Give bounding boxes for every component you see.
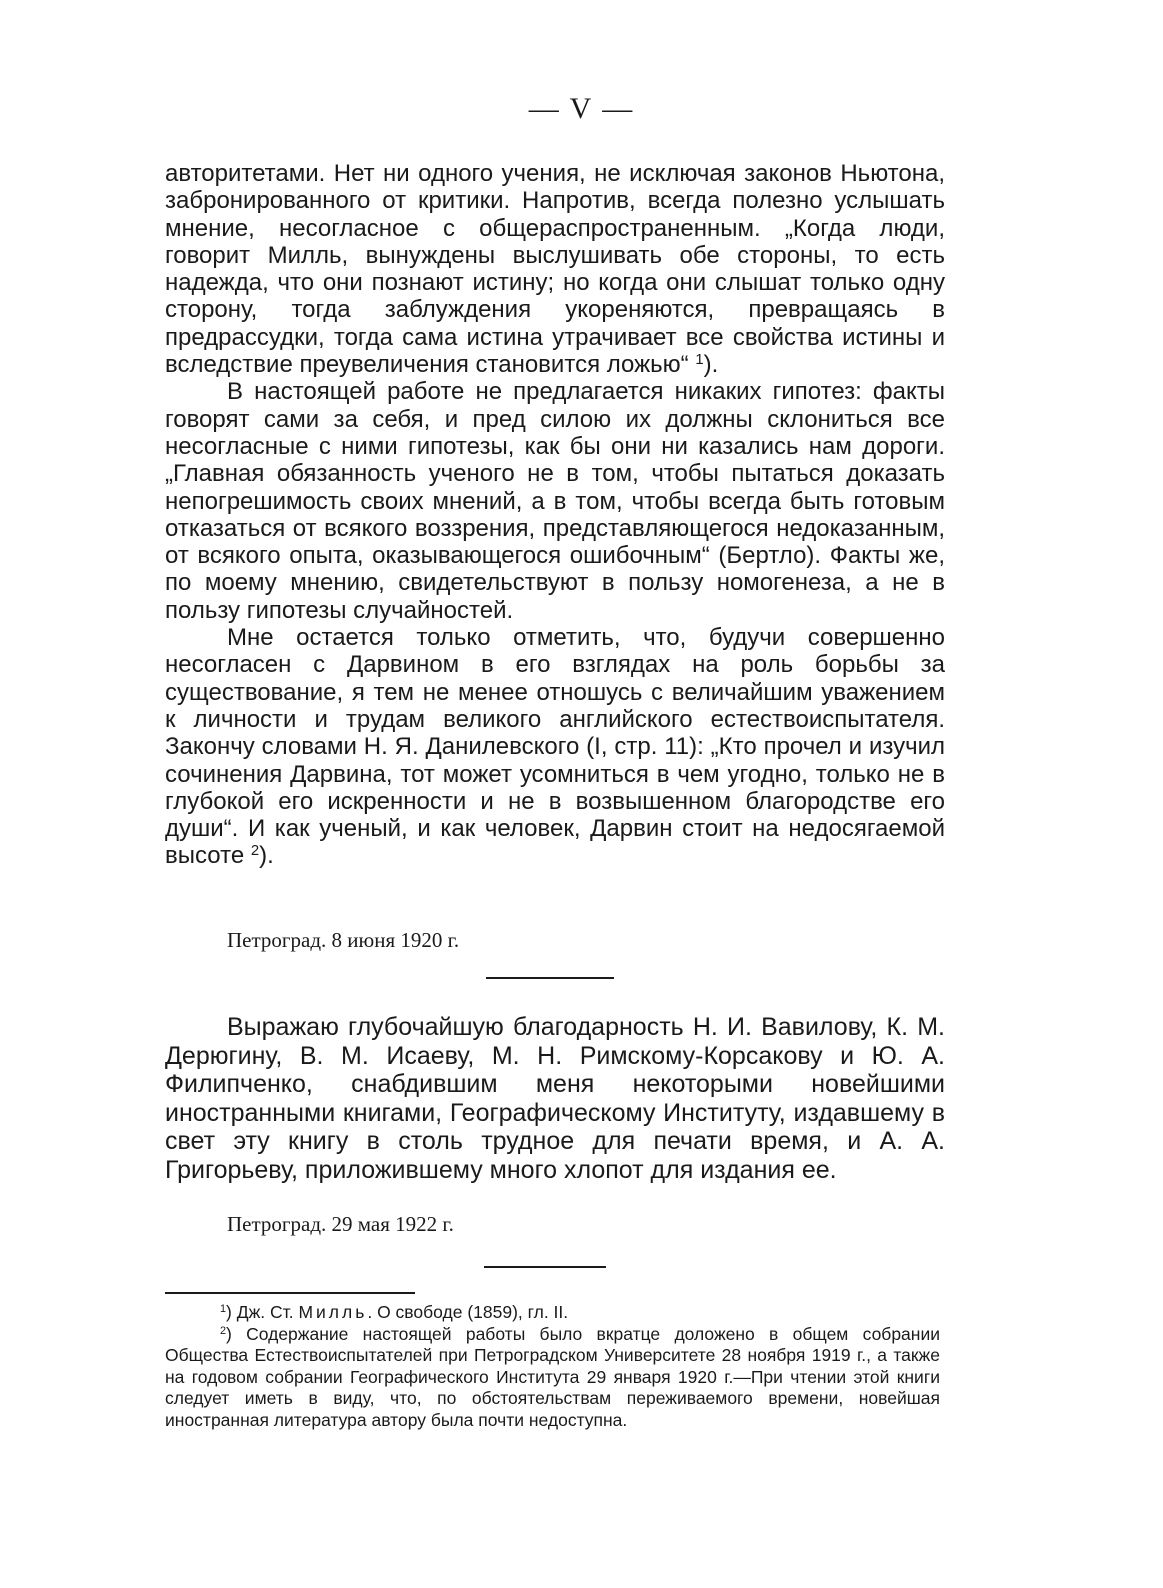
- footnote-ref-1: 1: [695, 351, 704, 368]
- paragraph-1-tail: ).: [703, 351, 719, 379]
- paragraph-3-text: Мне остается только отметить, что, будучи совершенно несогласен с Дарвином в его взглядах на роль борьбы за существование, я тем не менее отношусь с величайшим уважением к личности и трудам великого английского естествоиспытателя. Закончу словами Н. Я. Данилевского (I, стр. 11): „Кто прочел и изучил сочинения Дарвина, тот может усомниться в чем угодно, только не в глубокой его искренности и не в возвышенном благородстве его души“. И как ученый, и как человек, Дарвин стоит на недосягаемой высоте: [165, 624, 945, 870]
- footnote-author: Милль: [298, 1302, 368, 1322]
- footnote-text: ) Содержание настоящей работы было вкратце доложено в общем собрании Общества Естествоиспытателей при Петроградском Университете 28 ноября 1919 г., а также на годовом собрании Географического Института 29 января 1920 г.—При чтении этой книги следует иметь в виду, что, по обстоятельствам переживаемого времени, новейшая иностранная литература автору была почти недоступна.: [165, 1323, 940, 1430]
- signature-1920: Петроград. 8 июня 1920 г.: [227, 928, 460, 952]
- paragraph-2: В настоящей работе не предлагается никаких гипотез: факты говорят сами за себя, и пред силою их должны склониться все несогласные с ними гипотезы, как бы они ни казались нам дороги. „Главная обязанность ученого не в том, чтобы пытаться доказать непогрешимость своих мнений, а в том, чтобы всегда быть готовым отказаться от всякого воззрения, представляющегося недоказанным, от всякого опыта, оказывающегося ошибочным“ (Бертло). Факты же, по моему мнению, свидетельствуют в пользу номогенеза, а не в пользу гипотезы случайностей.: [165, 378, 945, 624]
- footnote-separator: [165, 1292, 415, 1294]
- paragraph-1: [165, 160, 945, 378]
- section-divider: [484, 1266, 606, 1268]
- footnote-text: . О свободе (1859), гл. II.: [367, 1302, 569, 1322]
- page-number: — V —: [528, 92, 635, 125]
- paragraph-3: [165, 624, 945, 870]
- footnote-2: [165, 1324, 940, 1432]
- signature-1922: Петроград. 29 мая 1922 г.: [227, 1212, 454, 1236]
- footnote-mark: 2: [220, 1324, 227, 1337]
- footnotes: [165, 1302, 940, 1432]
- footnote-text: ) Дж. Ст.: [226, 1302, 299, 1322]
- paragraph-3-tail: ).: [259, 842, 274, 870]
- footnote-1: [165, 1302, 940, 1324]
- main-text: [165, 160, 945, 870]
- footnote-mark: 1: [220, 1303, 227, 1316]
- section-divider: [486, 977, 614, 979]
- footnote-ref-2: 2: [250, 843, 260, 860]
- acknowledgement: [165, 1013, 945, 1184]
- paragraph-1-text: авторитетами. Нет ни одного учения, не исключая законов Ньютона, забронированного от критики. Напротив, всегда полезно услышать мнение, несогласное с общераспространенным. „Когда люди, говорит Милль, вынуждены выслушивать обе стороны, то есть надежда, что они познают истину; но когда они слышат только одну сторону, тогда заблуждения укореняются, превращаясь в предрассудки, тогда сама истина утрачивает все свойства истины и вследствие преувеличения становится ложью“: [165, 160, 945, 379]
- acknowledgement-paragraph: Выражаю глубочайшую благодарность Н. И. Вавилову, К. М. Дерюгину, В. М. Исаеву, М. Н. Римскому-Корсакову и Ю. А. Филипченко, снабдившим меня некоторыми новейшими иностранными книгами, Географическому Институту, издавшему в свет эту книгу в столь трудное для печати время, и А. А. Григорьеву, приложившему много хлопот для издания ее.: [165, 1013, 945, 1184]
